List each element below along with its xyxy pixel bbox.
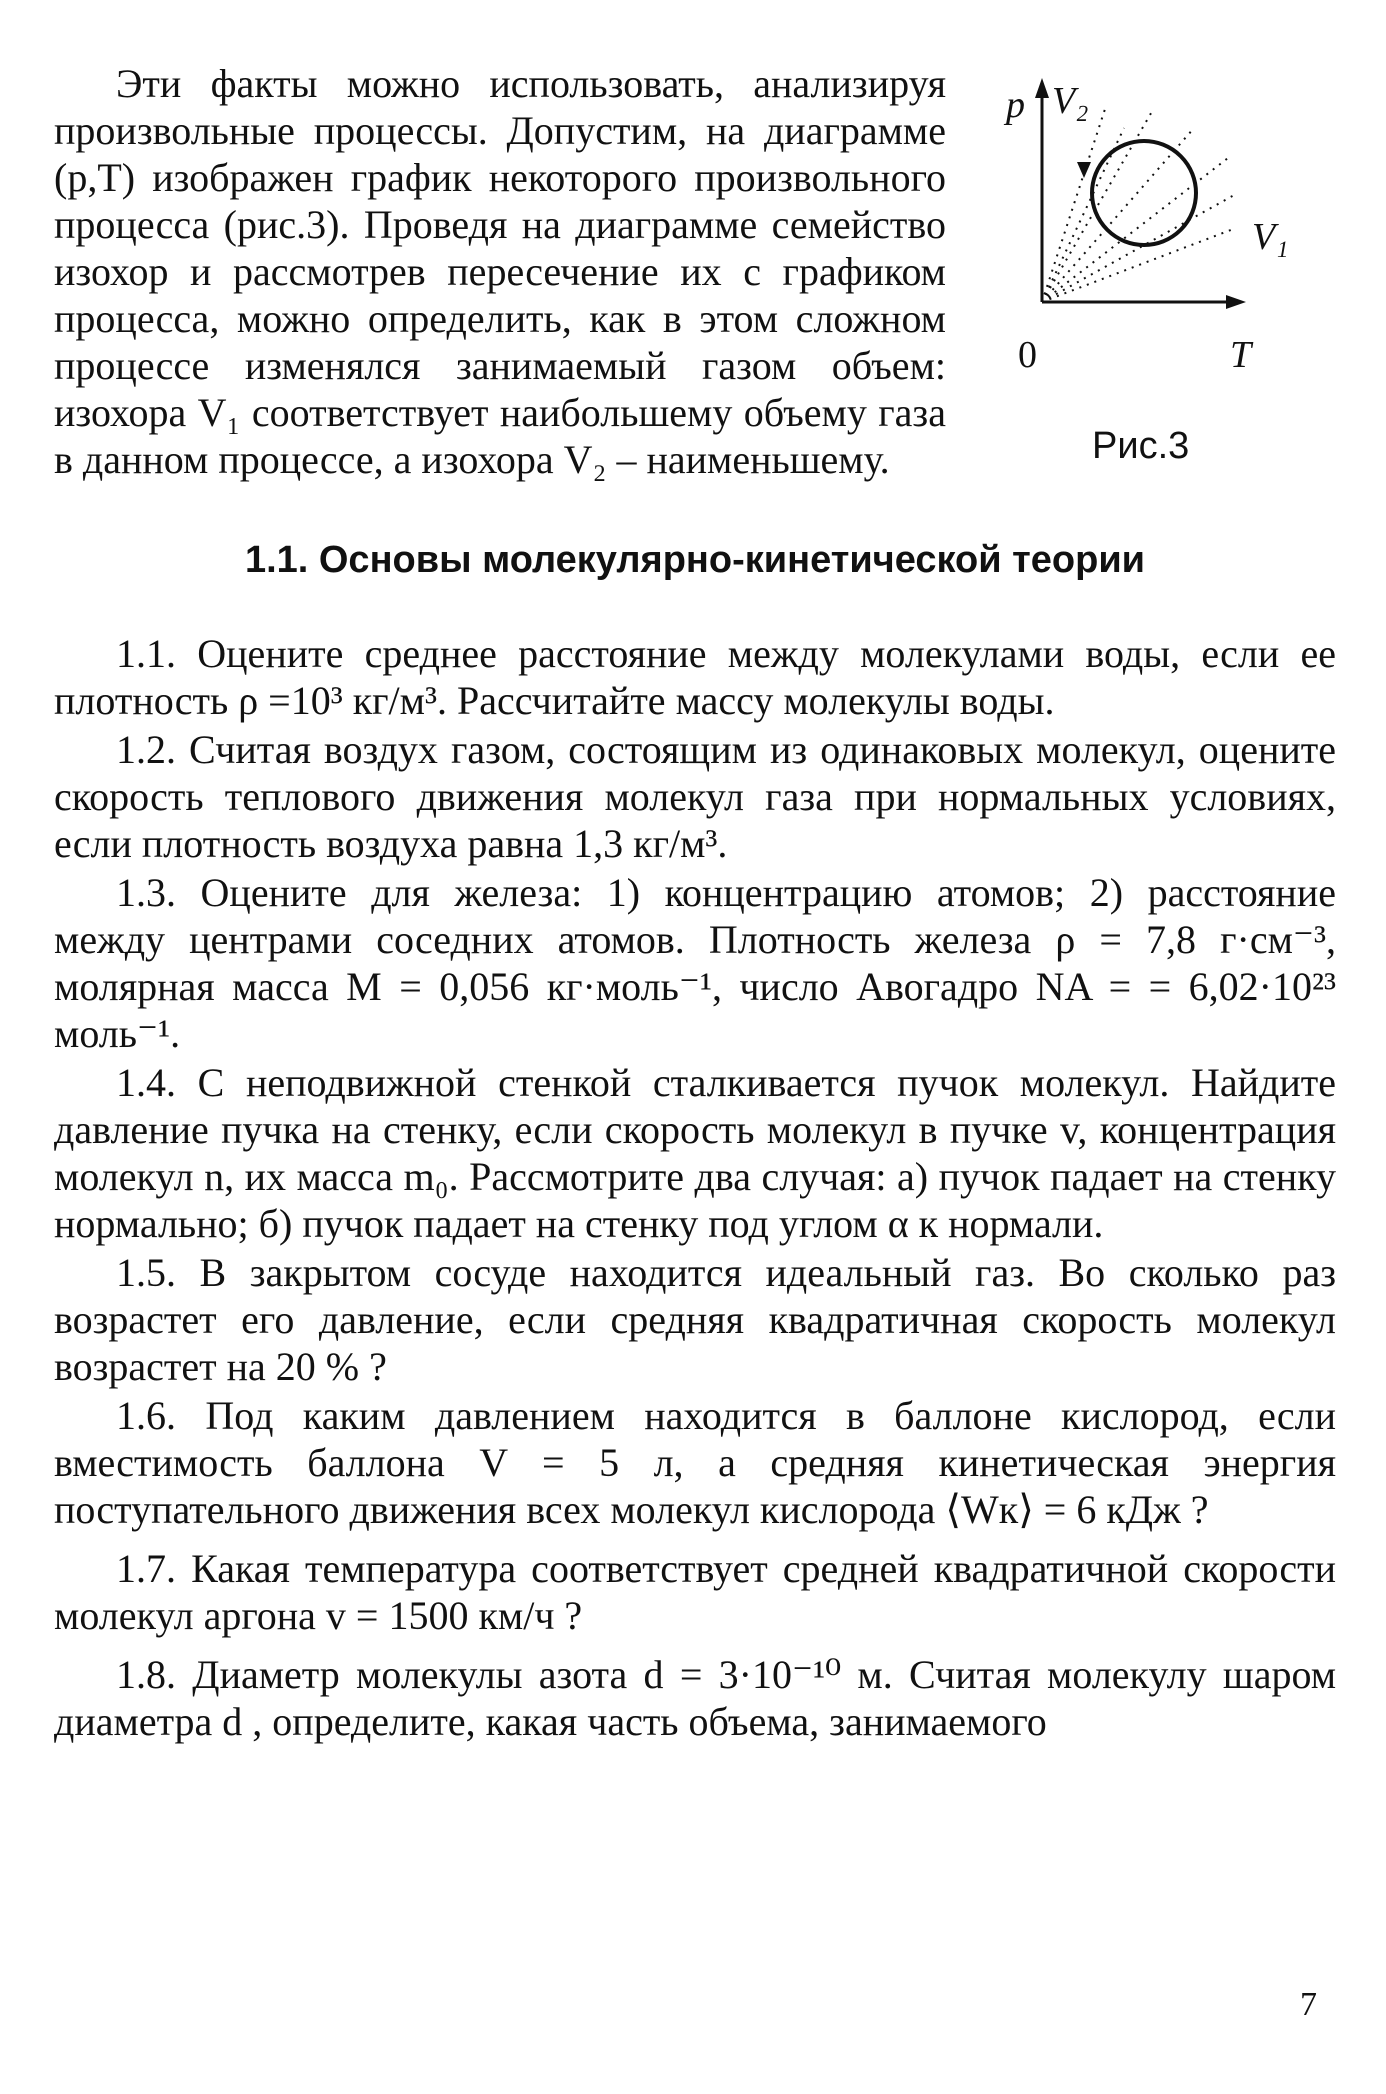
- intro-paragraph: Эти факты можно использовать, анализируя произвольные процессы. Допустим, на диаграмме (p,T) изображен график некоторого произвольного процесса (рис.3). Проведя на диаграмме семейство изохор и рассмотрев пересечение их с графиком процесса, можно определить, как в этом сложном процессе изменялся занимаемый газом объем: изохора V₁ соответствует наибольшему объему газа в данном процессе, а изохора V₂ – наименьшему.: [54, 61, 946, 482]
- section-heading: 1.1. Основы молекулярно-кинетической теории: [244, 539, 1146, 581]
- problem-item: [54, 1651, 1336, 1745]
- problem-number: 1.4.: [116, 1060, 176, 1105]
- figure-3: [984, 68, 1336, 468]
- problem-text: Оцените среднее расстояние между молекулами воды, если ее плотность ρ =10³ кг/м³. Рассчитайте массу молекулы воды.: [54, 631, 1337, 723]
- problem-item: [54, 869, 1336, 1057]
- isochore-v2-label: V₂: [1052, 80, 1089, 122]
- problem-item: [54, 1249, 1336, 1390]
- problem-number: 1.2.: [116, 727, 176, 772]
- p-axis-arrow: [1035, 78, 1049, 98]
- problem-item: [54, 630, 1336, 724]
- axis-t-label: T: [1230, 334, 1252, 376]
- figure-caption: Рис.3: [1092, 425, 1190, 467]
- page-number: 7: [1300, 1986, 1317, 2023]
- problem-number: 1.6.: [116, 1393, 176, 1438]
- isochore-v1: [1042, 228, 1236, 302]
- problem-text: Оцените для железа: 1) концентрацию атомов; 2) расстояние между центрами соседних атомов. Плотность железа ρ = 7,8 г·см⁻³, молярная масса M = 0,056 кг·моль⁻¹, число Авогадро NA = = 6,02·10²³ моль⁻¹.: [54, 870, 1336, 1056]
- problem-text: Под каким давлением находится в баллоне кислород, если вместимость баллона V = 5 л, а средняя кинетическая энергия поступательного движения всех молекул кислорода ⟨Wк⟩ = 6 кДж ?: [54, 1393, 1337, 1532]
- process-curve: [1092, 141, 1196, 245]
- problem-item: [54, 726, 1336, 867]
- intro-block: [54, 60, 1336, 485]
- isochore-v2: [1042, 106, 1106, 302]
- t-axis-arrow: [1226, 295, 1246, 309]
- problem-text: Какая температура соответствует средней квадратичной скорости молекул аргона v = 1500 км/ч ?: [54, 1546, 1337, 1638]
- axis-p-label: p: [1006, 84, 1025, 126]
- problem-item: [54, 1392, 1336, 1533]
- isochore-v1-label: V₁: [1252, 216, 1289, 258]
- problem-text: Считая воздух газом, состоящим из одинаковых молекул, оцените скорость теплового движения молекул газа при нормальных условиях, если плотность воздуха равна 1,3 кг/м³.: [54, 727, 1336, 866]
- origin-label: 0: [1018, 334, 1037, 376]
- process-direction-arrow: [1077, 162, 1091, 178]
- problem-number: 1.8.: [116, 1652, 176, 1697]
- problem-number: 1.5.: [116, 1250, 176, 1295]
- problem-number: 1.7.: [116, 1546, 176, 1591]
- problem-text: С неподвижной стенкой сталкивается пучок молекул. Найдите давление пучка на стенку, если скорость молекул в пучке v, концентрация молекул n, их масса m₀. Рассмотрите два случая: а) пучок падает на стенку нормально; б) пучок падает на стенку под углом α к нормали.: [54, 1060, 1337, 1246]
- problem-item: [54, 1545, 1336, 1639]
- problem-item: [54, 1059, 1336, 1247]
- problem-list: [54, 630, 1336, 1745]
- problem-text: В закрытом сосуде находится идеальный газ. Во сколько раз возрастет его давление, если средняя квадратичная скорость молекул возрастет на 20 % ?: [54, 1250, 1336, 1389]
- problem-text: Диаметр молекулы азота d = 3·10⁻¹⁰ м. Считая молекулу шаром диаметра d , определите, какая часть объема, занимаемого: [54, 1652, 1337, 1744]
- page-content: [54, 60, 1336, 1747]
- problem-number: 1.3.: [116, 870, 176, 915]
- isochore-family: [1042, 106, 1236, 302]
- problem-number: 1.1.: [116, 631, 176, 676]
